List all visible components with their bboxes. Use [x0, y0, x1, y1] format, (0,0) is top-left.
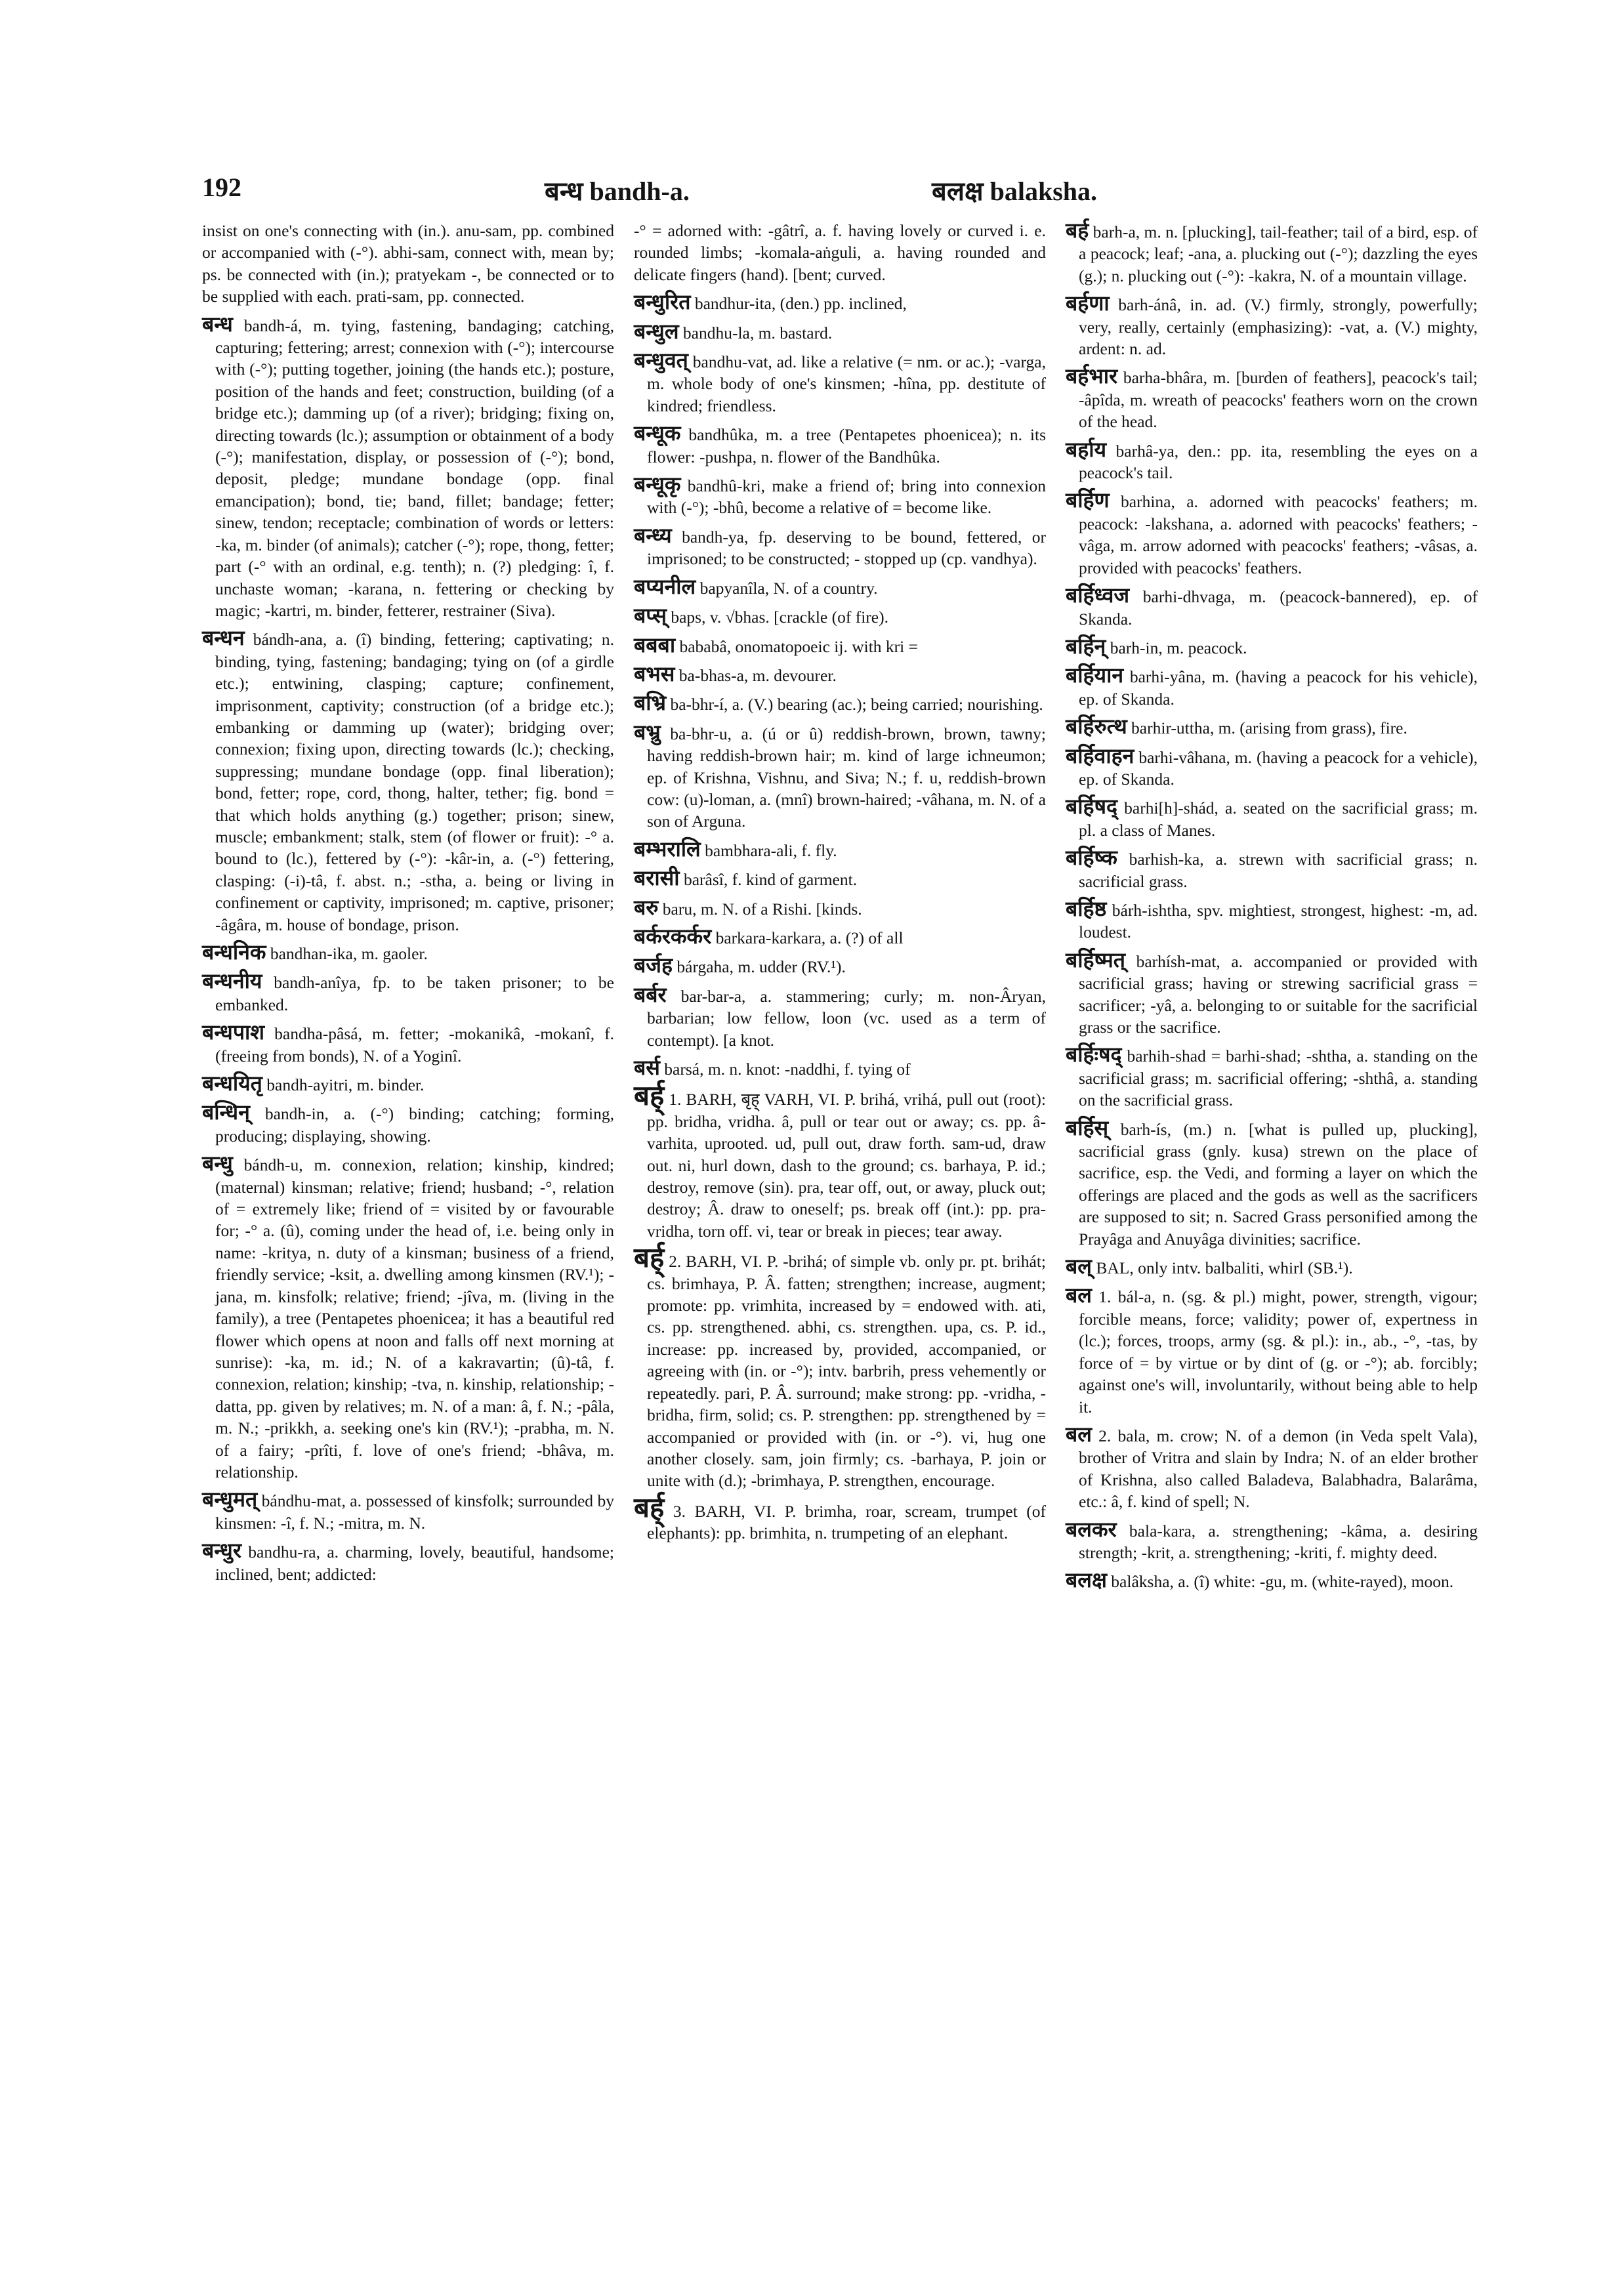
devanagari-headword: बम्भरालि — [634, 837, 701, 861]
entry-definition: ba-bhr-u, a. (ú or û) reddish-brown, brown, tawny; having reddish-brown hair; m. kind of large ichneumon; ep. of Krishna, Vishnu, and Siva; N.; f. u, reddish-brown cow: (u)-loman, a. (mnî) brown-haired; -vâhana, m. N. of a son of Arguna. — [647, 724, 1046, 831]
entry-definition: barâsî, f. kind of garment. — [683, 870, 858, 890]
devanagari-headword: बर्हाय — [1066, 437, 1107, 461]
devanagari-headword: बर्हिष्क — [1066, 846, 1117, 870]
dictionary-entry — [634, 692, 1046, 715]
dictionary-entry — [634, 1057, 1046, 1080]
entry-definition: -° = adorned with: -gâtrî, a. f. having lovely or curved i. e. rounded limbs; -komala-aṅguli, a. having rounded and delicate fingers (hand). [bent; curved. — [634, 221, 1046, 284]
devanagari-headword: बलक्ष — [1066, 1568, 1107, 1592]
entry-definition: barh-in, m. peacock. — [1110, 638, 1247, 657]
entry-definition: bambhara-ali, f. fly. — [705, 840, 837, 860]
dictionary-entry — [1066, 847, 1478, 892]
devanagari-headword: बर्हिण — [1066, 488, 1110, 512]
devanagari-headword: बन्ध्य — [634, 523, 672, 547]
entry-definition: barhísh-mat, a. accompanied or provided with sacrificial grass; having or strewing sacrificial grass = sacrificer; -yâ, a. belonging to or suitable for the sacrificial grass or the sacrifice. — [1079, 951, 1478, 1037]
entry-definition: bandh-ayitri, m. binder. — [266, 1075, 425, 1095]
entry-definition: 3. BARH, VI. P. brimha, roar, scream, trumpet (of elephants): pp. brimhita, n. trumpeting of an elephant. — [647, 1501, 1046, 1543]
dictionary-entry — [634, 1493, 1046, 1544]
devanagari-headword: बन्धु — [202, 1151, 233, 1176]
dictionary-entry — [1066, 365, 1478, 432]
dictionary-entry — [202, 941, 614, 964]
devanagari-headword: बप्यनील — [634, 574, 696, 598]
entry-definition: baps, v. √bhas. [crackle (of fire). — [671, 608, 888, 627]
entry-definition: bandhu-la, m. bastard. — [682, 323, 833, 342]
devanagari-headword: बर्स — [634, 1056, 660, 1079]
entry-definition: barhish-ka, a. strewn with sacrificial grass; n. sacrificial grass. — [1079, 850, 1478, 891]
devanagari-headword: बर्बर — [634, 982, 667, 1006]
entry-definition: bandhû-kri, make a friend of; bring into connexion with (-°); -bhû, become a relative of = become like. — [647, 476, 1046, 518]
last-entry-guideword: बलक्ष balaksha. — [932, 176, 1098, 206]
entry-definition: barhi-vâhana, m. (having a peacock for a vehicle), ep. of Skanda. — [1079, 747, 1478, 789]
entry-definition: bárh-ishtha, spv. mightiest, strongest, highest: -m, ad. loudest. — [1079, 900, 1478, 942]
dictionary-entry — [634, 663, 1046, 686]
devanagari-headword: बन्धुवत् — [634, 348, 688, 373]
devanagari-headword: बर्हिषद् — [1066, 795, 1118, 819]
devanagari-headword: बल — [1066, 1422, 1092, 1446]
devanagari-headword: बन्धयितृ — [202, 1071, 262, 1096]
devanagari-headword: बर्ह् — [634, 1493, 665, 1523]
entry-definition: 2. bala, m. crow; N. of a demon (in Veda spelt Vala), brother of Vritra and slain by Indra; N. of an elder brother of Krishna, also called Baladeva, Balabhadra, Balarâma, etc.: â, f. kind of spell; N. — [1079, 1426, 1478, 1512]
entry-definition: bandhûka, m. a tree (Pentapetes phoenicea); n. its flower: -pushpa, n. flower of the Bandhûka. — [647, 425, 1047, 466]
entry-definition: barhi-dhvaga, m. (peacock-bannered), ep. of Skanda. — [1079, 587, 1478, 629]
entry-definition: barha-bhâra, m. [burden of feathers], peacock's tail; -âpîda, m. wreath of peacocks' feathers worn on the crown of the head. — [1079, 368, 1478, 432]
entry-definition: bandhur-ita, (den.) pp. inclined, — [694, 294, 907, 314]
dictionary-entry — [1066, 949, 1478, 1039]
dictionary-entry — [202, 1022, 614, 1067]
dictionary-entry — [1066, 220, 1478, 287]
dictionary-entry — [634, 220, 1046, 285]
devanagari-headword: बन्धुल — [634, 319, 679, 343]
dictionary-entry — [634, 423, 1046, 468]
dictionary-entry — [634, 955, 1046, 978]
devanagari-headword: बर्हभार — [1066, 364, 1118, 388]
dictionary-entry — [1066, 636, 1478, 659]
devanagari-headword: बन्धुरित — [634, 290, 691, 314]
dictionary-entry — [1066, 585, 1478, 630]
column-2 — [634, 220, 1046, 1550]
devanagari-headword: बन्धनिक — [202, 940, 266, 964]
entry-definition: barhi-yâna, m. (having a peacock for his vehicle), ep. of Skanda. — [1079, 667, 1478, 709]
dictionary-entry — [634, 722, 1046, 833]
dictionary-entry — [634, 525, 1046, 570]
devanagari-headword: बर्हिध्वज — [1066, 583, 1130, 608]
dictionary-entry — [634, 350, 1046, 417]
page-number: 192 — [202, 173, 241, 202]
dictionary-entry — [634, 605, 1046, 628]
entry-definition: barhir-uttha, m. (arising from grass), fire. — [1131, 718, 1407, 738]
devanagari-headword: बन्धूक — [634, 421, 681, 445]
entry-definition: bala-kara, a. strengthening; -kâma, a. desiring strength; -krit, a. strengthening; -kriti, f. mighty deed. — [1079, 1521, 1478, 1562]
devanagari-headword: बर्हियान — [1066, 663, 1124, 688]
dictionary-entry — [202, 627, 614, 936]
devanagari-headword: बभस — [634, 661, 675, 686]
dictionary-entry — [1066, 796, 1478, 841]
first-entry-guideword: बन्ध bandh-a. — [545, 176, 690, 206]
dictionary-entry — [1066, 293, 1478, 360]
devanagari-headword: बल् — [1066, 1254, 1092, 1279]
dictionary-entry — [1066, 439, 1478, 484]
dictionary-entry — [634, 576, 1046, 599]
entry-definition: ba-bhas-a, m. devourer. — [678, 665, 837, 685]
dictionary-entry — [202, 1489, 614, 1534]
entry-definition: bababâ, onomatopoeic ij. with kri = — [679, 636, 918, 656]
entry-definition: bandha-pâsá, m. fetter; -mokanikâ, -mokanî, f. (freeing from bonds), N. of a Yoginî. — [215, 1024, 615, 1065]
entry-definition: bándh-ana, a. (î) binding, fettering; captivating; n. binding, tying, fastening; bandaging; tying on (of a girdle etc.); entwining, clasping; capture; confinement, imprisonment, captivity; construction (of a bridge etc.); embanking or damming up (water); bridging over; connexion; fixing upon, directing towards (lc.); checking, suppressing; mundane bondage (opp. final liberation); bond, fetter; rope, cord, thong, halter, tether; fig. bond = that which holds anything (g.) together; prison; sinew, muscle; embankment; stalk, stem (of flower or fruit): -° a. bound to (lc.), fettered by (-°): -kâr-in, a. (-°) fettering, clasping: (-i)-tâ, f. abst. n.; -stha, a. being or living in confinement or captivity, imprisoned; m. captive, prisoner; -âgâra, m. house of bondage, prison. — [215, 630, 615, 934]
dictionary-entry — [1066, 665, 1478, 710]
entry-definition: barhi[h]-shád, a. seated on the sacrificial grass; m. pl. a class of Manes. — [1079, 798, 1478, 840]
entry-definition: barh-ánâ, in. ad. (V.) firmly, strongly, powerfully; very, really, certainly (emphasizing): -vat, a. (V.) mighty, ardent: n. ad. — [1079, 295, 1478, 359]
entry-definition: balâksha, a. (î) white: -gu, m. (white-rayed), moon. — [1111, 1572, 1454, 1592]
devanagari-headword: बभ्रि — [634, 691, 667, 715]
dictionary-entry — [634, 474, 1046, 519]
devanagari-headword: बरासी — [634, 866, 680, 890]
devanagari-headword: बर्हिस् — [1066, 1115, 1109, 1140]
dictionary-entry — [1066, 1519, 1478, 1564]
entry-definition: barhâ-ya, den.: pp. ita, resembling the eyes on a peacock's tail. — [1079, 441, 1478, 483]
dictionary-entry — [1066, 1256, 1478, 1279]
devanagari-headword: बन्धन — [202, 626, 245, 650]
dictionary-entry — [634, 1081, 1047, 1242]
entry-definition: bárgaha, m. udder (RV.¹). — [677, 957, 846, 977]
dictionary-entry — [1066, 1117, 1478, 1250]
entry-definition: 1. BARH, बृह् VARH, VI. P. brihá, vrihá, pull out (root): pp. bridha, vridha. â, pull or tear out or away; cs. pp. â-varhita, uprooted. ud, pull out, draw forth. sam-ud, draw out. ni, hurl down, dash to the ground; cs. barhaya, P. id.; destroy, remove (sin). pra, tear off, out, or away, pluck out; destroy; Â. draw to oneself; ps. break off (int.): pp. pra-vridha, torn off. vi, tear or break in pieces; tear away. — [647, 1090, 1047, 1241]
devanagari-headword: बन्धूकृ — [634, 472, 681, 497]
devanagari-headword: बर्जह — [634, 953, 673, 978]
devanagari-headword: बन्ध — [202, 312, 233, 336]
dictionary-entry — [202, 970, 614, 1016]
devanagari-headword: बन्धपाश — [202, 1020, 265, 1044]
entry-definition: barkara-karkara, a. (?) of all — [715, 928, 904, 947]
dictionary-entry — [202, 220, 614, 308]
dictionary-entry — [1066, 1044, 1478, 1111]
devanagari-headword: बर्हिष्ठ — [1066, 896, 1107, 920]
devanagari-headword: बन्धनीय — [202, 969, 262, 993]
entry-definition: bandh-in, a. (-°) binding; catching; forming, producing; displaying, showing. — [215, 1104, 614, 1146]
dictionary-entry — [634, 897, 1046, 920]
devanagari-headword: बन्धिन् — [202, 1100, 250, 1125]
dictionary-entry — [202, 1102, 614, 1147]
entry-definition: bandhu-vat, ad. like a relative (= nm. or ac.); -varga, m. whole body of one's kinsmen; -hîna, pp. destitute of kindred; friendless. — [647, 352, 1046, 415]
devanagari-headword: बर्हिवाहन — [1066, 743, 1135, 768]
column-1 — [202, 220, 614, 1591]
devanagari-headword: बल — [1066, 1283, 1092, 1308]
devanagari-headword: बर्ह् — [634, 1081, 665, 1112]
entry-definition: bandh-ya, fp. deserving to be bound, fettered, or imprisoned; to be constructed; - stopped up (cp. vandhya). — [647, 527, 1046, 569]
entry-definition: barsá, m. n. knot: -naddhi, f. tying of — [664, 1060, 911, 1079]
devanagari-headword: बर्करकर्कर — [634, 924, 712, 948]
dictionary-entry — [1066, 745, 1478, 791]
dictionary-entry — [1066, 1285, 1478, 1417]
devanagari-headword: बर्हणा — [1066, 291, 1110, 316]
entry-definition: barhina, a. adorned with peacocks' feathers; m. peacock: -lakshana, a. adorned with peacocks' feathers; -vâga, m. arrow adorned with peacocks' feathers; -vâsas, a. provided with peacocks' feathers. — [1079, 492, 1478, 577]
entry-definition: insist on one's connecting with (in.). anu-sam, pp. combined or accompanied with (-°). abhi-sam, connect with, mean by; ps. be connected with (in.); pratyekam -, be connected or to be supplied with each. prati-sam, pp. connected. — [202, 221, 614, 306]
entry-definition: barh-a, m. n. [plucking], tail-feather; tail of a bird, esp. of a peacock; leaf; -ana, a. plucking out (-°); dazzling the eyes (g.); n. plucking out (-°): -kakra, N. of a mountain village. — [1079, 222, 1478, 285]
devanagari-headword: बर्हिन् — [1066, 634, 1106, 658]
devanagari-headword: बप्स् — [634, 604, 667, 628]
entry-definition: 1. bál-a, n. (sg. & pl.) might, power, strength, vigour; forcible means, force; validity; power of, expertness in (lc.); forces, troops, army (sg. & pl.): in., ab., -°, -tas, by force of = by virtue or by dint of (g. or -°); ab. forcibly; against one's will, involuntarily, without being able to help it. — [1079, 1287, 1478, 1416]
running-head — [197, 172, 1444, 211]
entry-definition: BAL, only intv. balbaliti, whirl (SB.¹). — [1096, 1258, 1353, 1278]
dictionary-entry — [1066, 1569, 1478, 1592]
entry-definition: bándhu-mat, a. possessed of kinsfolk; surrounded by kinsmen: -î, f. N.; -mitra, m. N. — [215, 1491, 614, 1533]
dictionary-entry — [634, 634, 1046, 657]
devanagari-headword: बन्धुमत् — [202, 1487, 258, 1512]
entry-definition: baru, m. N. of a Rishi. [kinds. — [662, 899, 862, 919]
entry-definition: barhih-shad = barhi-shad; -shtha, a. standing on the sacrificial grass; m. sacrificial offering; -shthâ, a. standing on the sacrificial grass. — [1079, 1046, 1478, 1110]
entry-definition: bándh-u, m. connexion, relation; kinship, kindred; (maternal) kinsman; relative; friend; husband; -°, relation of = extremely like; friend of = visited by or favourable for; -° a. (û), coming under the head of, i.e. being only in name: -kritya, n. duty of a kinsman; business of a friend, friendly service; -ksit, a. dwelling among kinsmen (RV.¹); -jana, m. kinsfolk; relative; friend; -jîva, m. (living in the family), a tree (Pentapetes phoenicea; it has a beautiful red flower which opens at noon and falls off next morning at sunrise): -ka, m. id.; N. of a kakravartin; (û)-tâ, f. connexion, relation; kinship; -tva, n. kinship, relationship; -datta, pp. given by relatives; m. N. of a man: â, f. N.; -pâla, m. N.; -prikkh, a. seeking one's kin (RV.¹); -prabha, m. N. of a fairy; -prîti, f. love of one's friend; -bhâva, m. relationship. — [215, 1155, 615, 1481]
devanagari-headword: बर्ह् — [634, 1243, 665, 1274]
dictionary-entry — [1066, 898, 1478, 943]
entry-definition: bar-bar-a, a. stammering; curly; m. non-Âryan, barbarian; low fellow, loon (vc. used as a term of contempt). [a knot. — [647, 986, 1046, 1050]
dictionary-entry — [634, 1243, 1047, 1491]
devanagari-headword: बर्हिष्मत् — [1066, 947, 1126, 972]
entry-definition: ba-bhr-í, a. (V.) bearing (ac.); being carried; nourishing. — [670, 695, 1043, 714]
dictionary-entry — [202, 1153, 614, 1483]
entry-definition: 2. BARH, VI. P. -brihá; of simple vb. only pr. pt. brihát; cs. brimhaya, P. Â. fatten; strengthen; increase, augment; promote: pp. vrimhita, increased by = endowed with. ati, cs. pp. strengthened. abhi, cs. strengthen. upa, cs. P. id., increase: pp. increased by, provided, accompanied, or agreeing with (in. or -°); intv. barbrih, press vehemently or repeatedly. pari, P. Â. surround; make strong: pp. -vridha, -bridha, firm, solid; cs. P. strengthen: pp. strengthened by = accompanied or provided with (in. or -°). vi, hug one another closely. sam, join firmly; cs. -barhaya, P. join or unite with (d.); -brimhaya, P. strengthen, encourage. — [647, 1252, 1047, 1491]
dictionary-entry — [1066, 1424, 1478, 1513]
dictionary-entry — [634, 321, 1046, 344]
devanagari-headword: बलकर — [1066, 1517, 1117, 1541]
devanagari-headword: बबबा — [634, 632, 676, 657]
dictionary-entry — [202, 1073, 614, 1096]
entry-definition: bandh-anîya, fp. to be taken prisoner; to be embanked. — [215, 973, 614, 1014]
devanagari-headword: बरु — [634, 895, 659, 919]
entry-definition: barh-ís, (m.) n. [what is pulled up, plucking], sacrificial grass (gnly. kusa) strewn on the place of sacrifice, esp. the Vedi, and forming a layer on which the offerings are placed and the gods as well as the sacrificers are supposed to sit; n. Sacred Grass personified among the Prayâga and Anuyâga divinities; sacrifice. — [1079, 1119, 1478, 1249]
dictionary-entry — [634, 838, 1046, 861]
column-3 — [1066, 220, 1478, 1599]
entry-definition: bandhan-ika, m. gaoler. — [270, 944, 428, 963]
dictionary-entry — [634, 867, 1046, 890]
dictionary-entry — [634, 291, 1046, 314]
dictionary-entry — [634, 926, 1046, 949]
dictionary-entry — [1066, 489, 1478, 579]
devanagari-headword: बभ्रु — [634, 720, 661, 744]
entry-definition: bandh-á, m. tying, fastening, bandaging; catching, capturing; fettering; arrest; connexion with (-°); intercourse with (-°); putting together, joining (the hands etc.); posture, position of the hands and feet; construction, building (of a bridge etc.); damming up (of a river); bridging; fixing on, directing towards (lc.); assumption or obtainment of a body (-°); manifestation, display, or possession of (-°); bond, deposit, pledge; mundane bondage (opp. final emancipation); bond, tie; band, fillet; bandage; fetter; sinew, tendon; receptacle; combination of words or letters: -ka, m. binder (of animals); catcher (-°); rope, thong, fetter; part (-° with an ordinal, e.g. tenth); n. (?) pledging: î, f. unchaste woman; -karana, n. fettering or checking by magic; -kartri, m. binder, fetterer, restrainer (Siva). — [215, 316, 614, 620]
devanagari-headword: बन्धुर — [202, 1539, 241, 1563]
devanagari-headword: बर्हिरुत्थ — [1066, 714, 1127, 739]
dictionary-entry — [202, 314, 614, 622]
dictionary-entry — [1066, 716, 1478, 739]
dictionary-entry — [634, 984, 1046, 1051]
devanagari-headword: बर्हिःषद् — [1066, 1043, 1122, 1067]
dictionary-entry — [202, 1540, 614, 1585]
devanagari-headword: बर्ह — [1066, 218, 1089, 242]
entry-definition: bandhu-ra, a. charming, lovely, beautiful, handsome; inclined, bent; addicted: — [215, 1542, 614, 1584]
entry-definition: bapyanîla, N. of a country. — [699, 578, 878, 598]
